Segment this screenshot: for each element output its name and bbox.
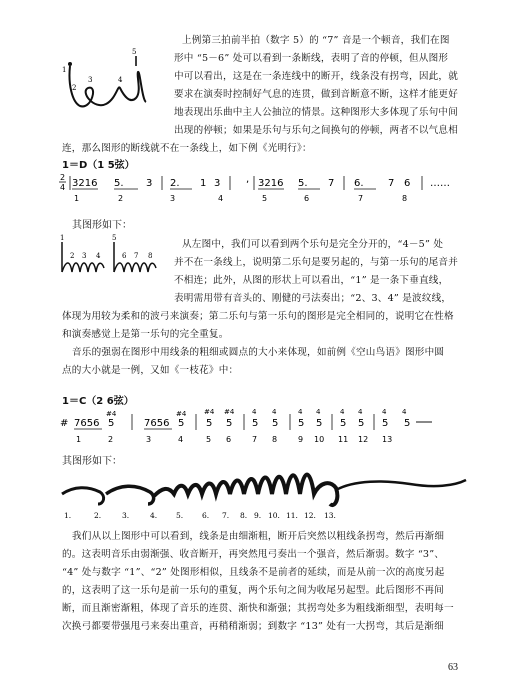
text-line: 表明需用带有音头的、刚健的弓法奏出；“2、3、4” 是波纹线， [174, 293, 452, 304]
fig3-label: 4. [150, 511, 158, 520]
fig1-label: 4 [118, 76, 123, 84]
text-line: 的。这表明音乐由弱渐强、收音断开，再突然甩弓奏出一个强音，然后渐弱。数字 “3”、 [62, 549, 445, 560]
text-line: 从左图中，我们可以看到两个乐句是完全分开的，“4－5” 处 [182, 239, 444, 250]
text-line: 体现为用较为柔和的波弓来演奏；第二乐句与第一乐句的图形是完全相同的，说明它在性格 [62, 311, 454, 322]
note: 5 [298, 418, 305, 429]
text-line: 不相连；此外，从图的形状上可以看出，“1” 是一条下垂直线， [174, 275, 449, 286]
top-paragraph [62, 32, 458, 158]
note: 6 [404, 178, 411, 189]
fig3-label: 3. [122, 511, 130, 520]
note-group: 7656 [144, 418, 170, 429]
fig2-label: 4 [96, 252, 101, 260]
ending-dots: …… [430, 178, 450, 189]
text-line: 要求在演奏时控制好气息的连贯，做到音断意不断，这样才能更好 [174, 89, 459, 100]
note-group: 3216 [72, 178, 98, 189]
svg-text:#4: #4 [176, 410, 187, 418]
caption-2: 其图形如下： [62, 456, 122, 467]
text-line: 地表现出乐曲中主人公抽泣的情景。这种图形大多体现了乐句中间 [174, 107, 459, 118]
beat-number: 5 [206, 435, 212, 444]
fig3-label: 13. [324, 511, 336, 520]
fig2-label: 1 [60, 234, 65, 242]
fig3-label: 1. [64, 511, 72, 520]
text-line: 出现的停顿；如果是乐句与乐句之间换句的停顿，两者不以气息相 [174, 125, 459, 136]
beat-number: 7 [252, 435, 258, 444]
text-line: 和演奏感觉上是第一乐句的完全重复。 [62, 329, 229, 340]
note: 5 [404, 418, 411, 429]
note: 5 [206, 418, 213, 429]
text-line: “4” 处与数字 “1”、“2” 处图形相似，且线条不是前者的延续，而是从前一次的高度另起 [62, 567, 445, 578]
note: 2. [170, 178, 180, 189]
note: 5. [114, 178, 124, 189]
example1-score [58, 168, 478, 204]
upper-mark: 4 [358, 408, 363, 416]
svg-text:4: 4 [60, 183, 66, 192]
fig3-label: 11. [286, 511, 298, 520]
text-line: 形中 “5－6” 处可以看到一条断线，表明了音的停顿，但从图形 [174, 53, 449, 64]
fig1-label: 5 [132, 48, 137, 56]
text-line: 的，这表明了这一乐句是前一乐句的重复，两个乐句之间为收尾另起型。此后图形不再间 [62, 585, 444, 596]
note: 5. [298, 178, 308, 189]
text-line: 音乐的强弱在图形中用线条的粗细或圆点的大小来体现，如前例《空山鸟语》图形中圆 [72, 347, 445, 358]
text-line: 断，而且渐密渐粗，体现了音乐的连贯、渐快和渐强；其拐弯处多为粗线渐细型，表明每一 [62, 603, 454, 614]
text-line: 上例第三拍前半拍（数字 5）的 “7” 音是一个顿音，我们在图 [182, 35, 450, 46]
note: 5 [358, 418, 365, 429]
svg-text:#4: #4 [106, 410, 117, 418]
fig2-label: 5 [112, 234, 117, 242]
note: 5 [252, 418, 259, 429]
upper-mark: #4 [224, 408, 235, 416]
upper-mark: 4 [272, 408, 277, 416]
text-line: 我们从以上图形中可以看到，线条是由细渐粗，断开后突然以粗线条拐弯，然后再渐细 [72, 531, 445, 542]
fig2-label: 8 [148, 252, 153, 260]
beat-number: 13 [382, 435, 393, 444]
fig3-label: 7. [222, 511, 230, 520]
note: 3 [214, 178, 221, 189]
note: 5 [226, 418, 233, 429]
fig2-label: 6 [122, 252, 127, 260]
beat-number: 4 [218, 194, 224, 203]
repeated-notes [204, 408, 432, 430]
fig3-label: 6. [202, 511, 210, 520]
beat-number: 3 [170, 194, 176, 203]
example2-key: 1＝C（2 6弦） [62, 396, 134, 407]
beat-number: 8 [402, 194, 408, 203]
fig2-label: 2 [70, 252, 75, 260]
fig1-label: 3 [88, 76, 93, 84]
note: 7 [388, 178, 395, 189]
beat-number: 12 [358, 435, 369, 444]
beat-number: 5 [262, 194, 268, 203]
example2-score [58, 402, 478, 446]
note: 5 [340, 418, 347, 429]
note-group: 3216 [258, 178, 284, 189]
upper-mark: 4 [298, 408, 303, 416]
upper-mark: 4 [402, 408, 407, 416]
note-group: 7656 [74, 418, 100, 429]
beat-number: 3 [146, 435, 152, 444]
beat-number: 10 [314, 435, 325, 444]
beat-number: 2 [108, 435, 114, 444]
upper-mark: 4 [252, 408, 257, 416]
fig3-label: 5. [176, 511, 184, 520]
text-line: 连，那么图形的断线就不在一条线上，如下例《光明行》： [62, 143, 312, 154]
upper-mark: 4 [316, 408, 321, 416]
example1-key: 1＝D（1 5弦） [62, 160, 135, 171]
fig2-label: 7 [134, 252, 139, 260]
svg-text:#: # [60, 418, 69, 429]
beat-number: 4 [178, 435, 184, 444]
note: 5 [178, 418, 185, 429]
text-line: 次换弓都要带强甩弓来奏出重音，再稍稍渐弱；到数字 “13” 处有一大拐弯，其后是渐细 [62, 621, 444, 632]
beat-number: 9 [298, 435, 304, 444]
note: 5 [316, 418, 323, 429]
fig1-label: 2 [72, 84, 77, 92]
fig3-label: 10. [268, 511, 280, 520]
text-line: 点的大小就是一例，又如《一枝花》中： [62, 365, 239, 376]
note: 1 [200, 178, 207, 189]
bottom-paragraph [62, 528, 454, 636]
fig2-label: 3 [82, 252, 87, 260]
svg-text:,: , [246, 174, 250, 185]
note: 7 [328, 178, 335, 189]
beat-number: 11 [338, 435, 349, 444]
time-signature: 2 [60, 173, 66, 182]
caption-1: 其图形如下： [72, 220, 132, 231]
beat-number: 6 [226, 435, 232, 444]
upper-mark: #4 [204, 408, 215, 416]
text-line: 并不在一条线上，说明第二乐句是要另起的，与第一乐句的尾音并 [174, 257, 459, 268]
note: 5 [382, 418, 389, 429]
note: 3 [146, 178, 153, 189]
fig3-label: 2. [94, 511, 102, 520]
fig3-label: 12. [304, 511, 316, 520]
beat-number: 1 [76, 435, 82, 444]
beat-number: 7 [358, 194, 364, 203]
figure3-brush-wave-illustration [54, 464, 474, 520]
upper-mark: 4 [382, 408, 387, 416]
page-number: 63 [448, 662, 458, 673]
fig3-label: 9. [254, 511, 262, 520]
fig3-label: 8. [240, 511, 248, 520]
note: 5 [272, 418, 279, 429]
middle-paragraph [62, 236, 458, 380]
beat-number: 8 [272, 435, 278, 444]
fig1-label: 1 [62, 66, 67, 74]
beat-number: 2 [118, 194, 124, 203]
note: 6. [354, 178, 364, 189]
beat-number: 1 [74, 194, 80, 203]
beat-number: 6 [304, 194, 310, 203]
note: 5 [108, 418, 115, 429]
upper-mark: 4 [340, 408, 345, 416]
text-line: 中可以看出，这是在一条连线中的断开，线条没有拐弯，因此，就 [174, 71, 459, 82]
